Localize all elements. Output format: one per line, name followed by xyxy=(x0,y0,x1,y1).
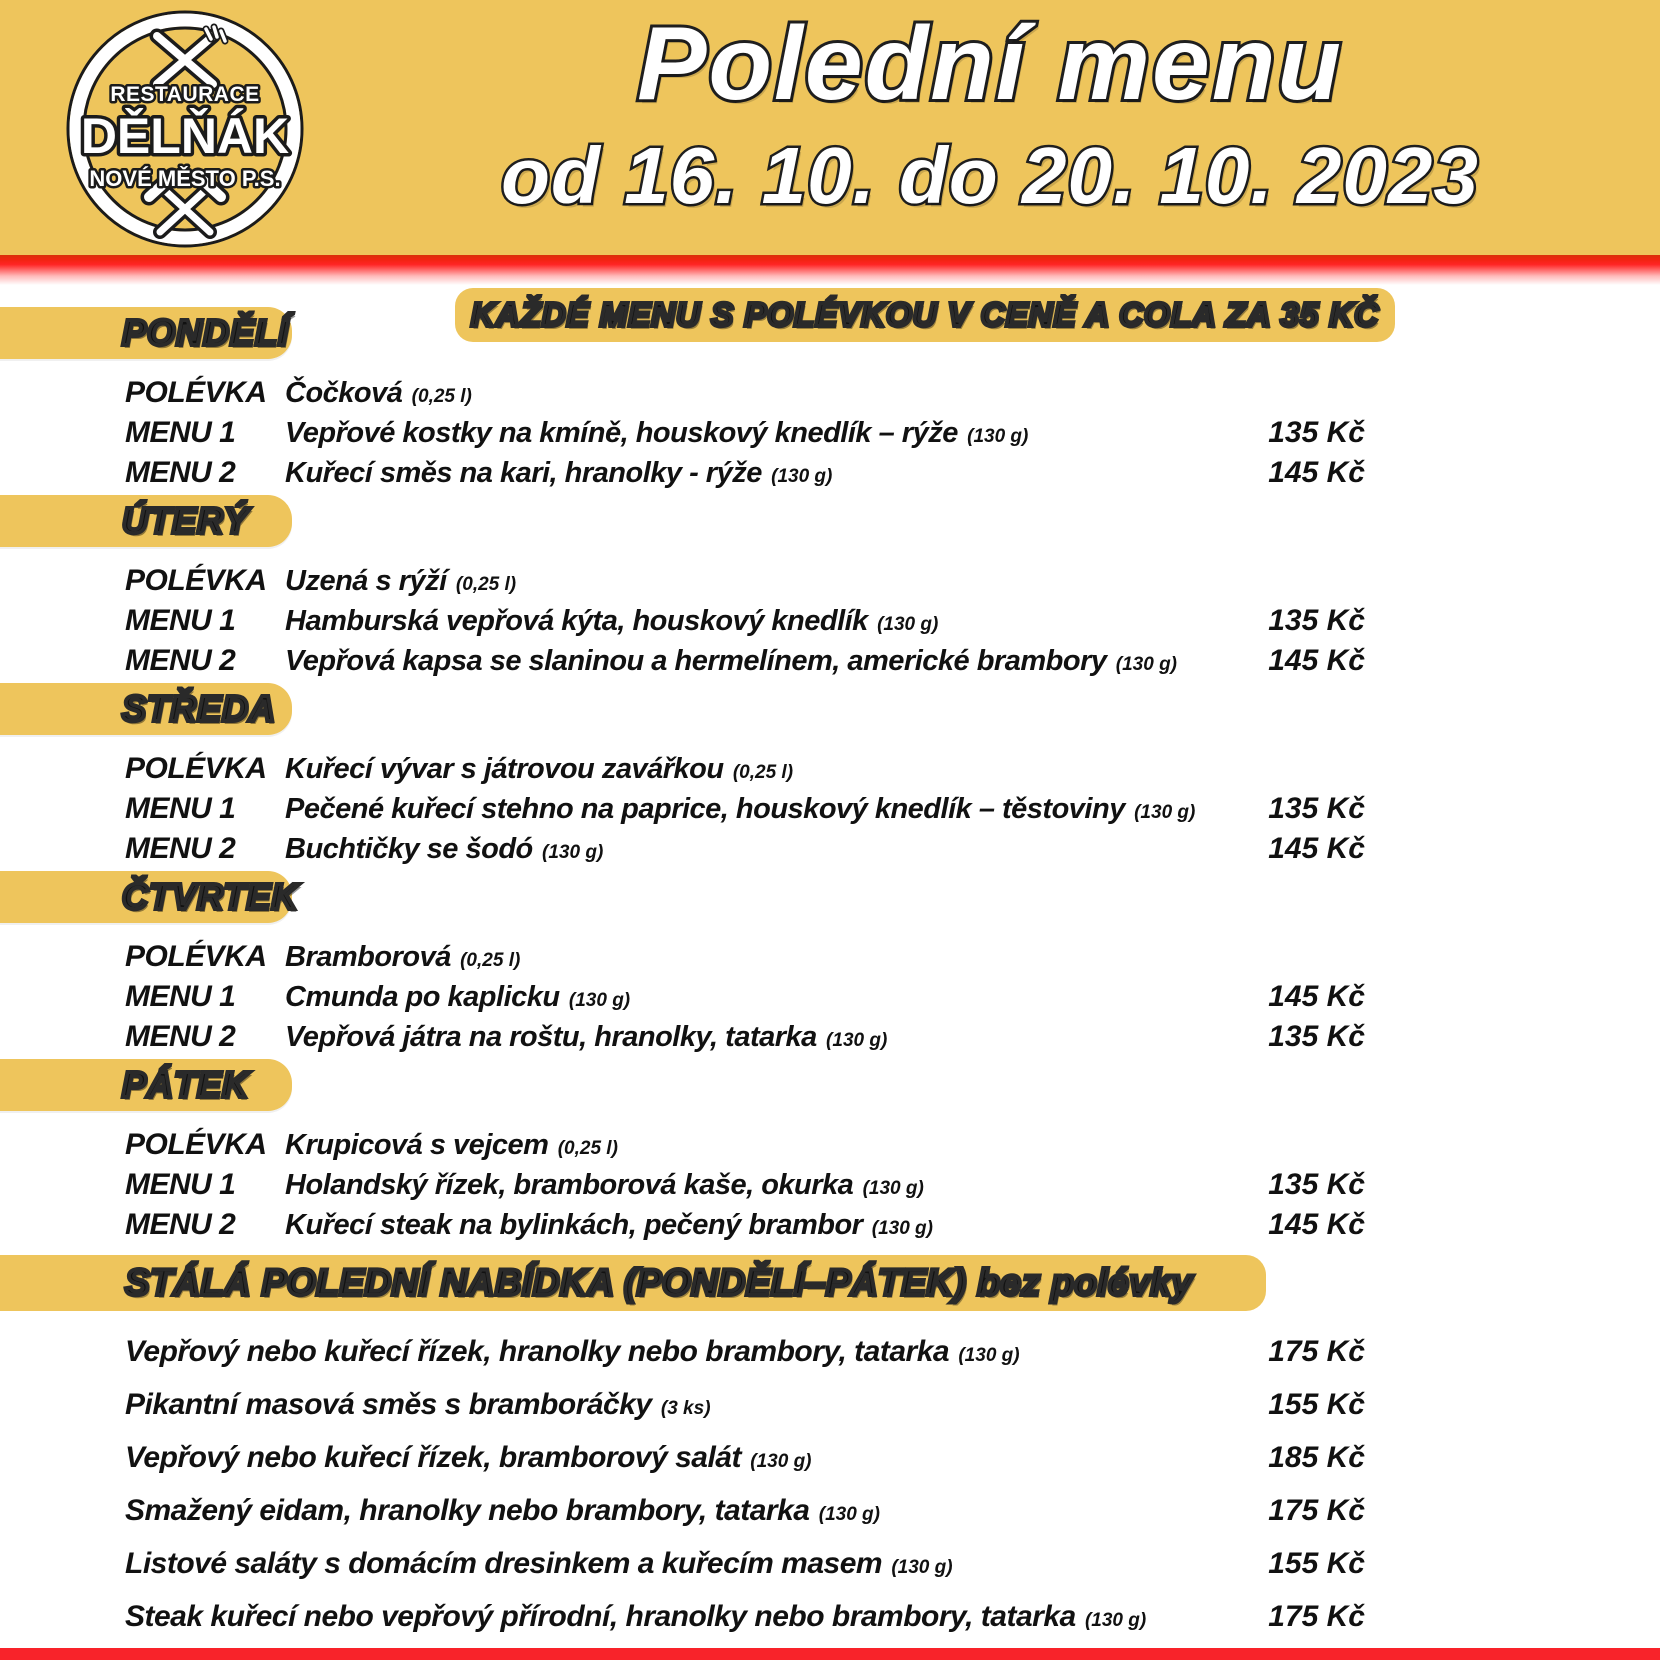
day-pill-label: PONDĚLÍ xyxy=(122,312,290,353)
price-text: 175 Kč xyxy=(1268,1494,1365,1527)
standing-offer-banner xyxy=(0,1255,1266,1311)
menu-row xyxy=(0,413,1660,453)
day-pill-label: PÁTEK xyxy=(122,1064,250,1105)
day-rows xyxy=(0,373,1660,493)
menu-row xyxy=(0,561,1660,601)
dish-text: Steak kuřecí nebo vepřový přírodní, hranolky nebo brambory, tatarka (130 g) xyxy=(125,1600,1147,1633)
row-label: POLÉVKA xyxy=(125,376,267,409)
day-rows xyxy=(0,561,1660,681)
logo-restaurace-text: RESTAURACE xyxy=(110,83,260,106)
price-text: 135 Kč xyxy=(1268,1020,1365,1053)
menu-row xyxy=(0,1165,1660,1205)
dish-text: Čočková (0,25 l) xyxy=(285,377,472,409)
row-label: POLÉVKA xyxy=(125,940,267,973)
dish-text: Kuřecí směs na kari, hranolky - rýže (130 g) xyxy=(285,457,833,489)
menu-row xyxy=(0,373,1660,413)
day-pill-label: ČTVRTEK xyxy=(122,876,299,917)
standing-offer-row xyxy=(0,1590,1660,1643)
promo-banner-text: KAŽDÉ MENU S POLÉVKOU V CENĚ A COLA ZA 35 KČ xyxy=(470,296,1380,333)
row-label: MENU 2 xyxy=(125,456,236,489)
day-section xyxy=(0,681,1660,869)
dish-text: Hamburská vepřová kýta, houskový knedlík (130 g) xyxy=(285,605,939,637)
portion-note: (130 g) xyxy=(961,426,1029,447)
page-title: Polední menu xyxy=(637,6,1343,122)
bottom-red-stripe xyxy=(0,1648,1660,1660)
price-text: 175 Kč xyxy=(1268,1335,1365,1368)
row-label: MENU 1 xyxy=(125,792,236,825)
price-text: 145 Kč xyxy=(1268,1208,1365,1241)
day-pill xyxy=(0,683,292,735)
day-rows xyxy=(0,937,1660,1057)
price-text: 155 Kč xyxy=(1268,1547,1365,1580)
price-text: 155 Kč xyxy=(1268,1388,1365,1421)
price-text: 175 Kč xyxy=(1268,1600,1365,1633)
menu-row xyxy=(0,977,1660,1017)
restaurant-logo xyxy=(62,6,308,252)
row-label: POLÉVKA xyxy=(125,564,267,597)
menu-row xyxy=(0,789,1660,829)
portion-note: (0,25 l) xyxy=(406,386,472,407)
dish-text: Cmunda po kaplicku (130 g) xyxy=(285,981,631,1013)
logo-delnak-text: DĚLŇÁK xyxy=(80,108,290,164)
menu-row xyxy=(0,1017,1660,1057)
row-label: MENU 1 xyxy=(125,1168,236,1201)
standing-offer-heading: STÁLÁ POLEDNÍ NABÍDKA (PONDĚLÍ–PÁTEK) bez polévky xyxy=(125,1262,1193,1303)
price-text: 145 Kč xyxy=(1268,980,1365,1013)
portion-note: (3 ks) xyxy=(655,1398,711,1419)
dish-text: Kuřecí vývar s játrovou zavářkou (0,25 l) xyxy=(285,753,794,785)
portion-note: (130 g) xyxy=(1128,802,1196,823)
portion-note: (130 g) xyxy=(1079,1610,1147,1631)
dish-text: Listové saláty s domácím dresinkem a kuřecím masem (130 g) xyxy=(125,1547,953,1580)
portion-note: (130 g) xyxy=(765,466,833,487)
day-pill xyxy=(0,1059,292,1111)
portion-note: (130 g) xyxy=(813,1504,880,1525)
menu-content xyxy=(0,285,1660,1643)
dish-text: Vepřový nebo kuřecí řízek, hranolky nebo brambory, tatarka (130 g) xyxy=(125,1335,1020,1368)
day-rows xyxy=(0,1125,1660,1245)
standing-offer-items xyxy=(0,1325,1660,1643)
date-range-subtitle: od 16. 10. do 20. 10. 2023 xyxy=(501,131,1479,220)
dish-text: Vepřová játra na roštu, hranolky, tatarka (130 g) xyxy=(285,1021,888,1053)
menu-row xyxy=(0,453,1660,493)
row-label: MENU 2 xyxy=(125,644,236,677)
row-label: POLÉVKA xyxy=(125,1128,267,1161)
portion-note: (0,25 l) xyxy=(454,950,521,971)
day-pill-label: STŘEDA xyxy=(122,688,277,729)
price-text: 135 Kč xyxy=(1268,792,1365,825)
day-section xyxy=(0,869,1660,1057)
portion-note: (130 g) xyxy=(820,1030,888,1051)
header xyxy=(0,0,1660,255)
portion-note: (130 g) xyxy=(866,1218,933,1239)
dish-text: Vepřový nebo kuřecí řízek, bramborový salát (130 g) xyxy=(125,1441,812,1474)
day-pill xyxy=(0,307,292,359)
header-titles xyxy=(330,0,1650,255)
menu-row xyxy=(0,641,1660,681)
price-text: 135 Kč xyxy=(1268,1168,1365,1201)
day-rows xyxy=(0,749,1660,869)
menu-row xyxy=(0,1125,1660,1165)
standing-offer-row xyxy=(0,1325,1660,1378)
row-label: MENU 1 xyxy=(125,980,236,1013)
standing-offer-row xyxy=(0,1431,1660,1484)
dish-text: Pikantní masová směs s bramboráčky (3 ks) xyxy=(125,1388,711,1421)
price-text: 145 Kč xyxy=(1268,832,1365,865)
menu-row xyxy=(0,829,1660,869)
portion-note: (130 g) xyxy=(536,842,604,863)
portion-note: (130 g) xyxy=(857,1178,924,1199)
logo-novemesto-text: NOVÉ MĚSTO P.S. xyxy=(89,166,281,191)
dish-text: Smažený eidam, hranolky nebo brambory, tatarka (130 g) xyxy=(125,1494,880,1527)
portion-note: (0,25 l) xyxy=(450,574,517,595)
day-pill xyxy=(0,871,299,923)
menu-row xyxy=(0,937,1660,977)
price-text: 135 Kč xyxy=(1268,416,1365,449)
dish-text: Bramborová (0,25 l) xyxy=(285,941,521,973)
dish-text: Krupicová s vejcem (0,25 l) xyxy=(285,1129,618,1161)
menu-row xyxy=(0,749,1660,789)
portion-note: (130 g) xyxy=(744,1451,812,1472)
row-label: MENU 2 xyxy=(125,832,236,865)
row-label: POLÉVKA xyxy=(125,752,267,785)
dish-text: Pečené kuřecí stehno na paprice, houskový knedlík – těstoviny (130 g) xyxy=(285,793,1196,825)
dish-text: Buchtičky se šodó (130 g) xyxy=(285,833,604,865)
day-section xyxy=(0,1057,1660,1245)
price-text: 135 Kč xyxy=(1268,604,1365,637)
price-text: 185 Kč xyxy=(1268,1441,1365,1474)
standing-offer-row xyxy=(0,1484,1660,1537)
dish-text: Holandský řízek, bramborová kaše, okurka (130 g) xyxy=(285,1169,924,1201)
menu-row xyxy=(0,601,1660,641)
dish-text: Kuřecí steak na bylinkách, pečený brambor (130 g) xyxy=(285,1209,933,1241)
portion-note: (130 g) xyxy=(953,1345,1020,1366)
portion-note: (0,25 l) xyxy=(727,762,794,783)
portion-note: (130 g) xyxy=(871,614,939,635)
row-label: MENU 2 xyxy=(125,1020,236,1053)
standing-offer-row xyxy=(0,1378,1660,1431)
portion-note: (130 g) xyxy=(1110,654,1178,675)
dish-text: Uzená s rýží (0,25 l) xyxy=(285,565,517,597)
row-label: MENU 1 xyxy=(125,416,236,449)
price-text: 145 Kč xyxy=(1268,644,1365,677)
dish-text: Vepřová kapsa se slaninou a hermelínem, americké brambory (130 g) xyxy=(285,645,1178,677)
portion-note: (130 g) xyxy=(563,990,631,1011)
portion-note: (130 g) xyxy=(886,1557,953,1578)
standing-offer-row xyxy=(0,1537,1660,1590)
day-section xyxy=(0,493,1660,681)
day-sections xyxy=(0,285,1660,1245)
row-label: MENU 2 xyxy=(125,1208,236,1241)
row-label: MENU 1 xyxy=(125,604,236,637)
red-divider-stripe xyxy=(0,255,1660,285)
portion-note: (0,25 l) xyxy=(552,1138,618,1159)
dish-text: Vepřové kostky na kmíně, houskový knedlík – rýže (130 g) xyxy=(285,417,1029,449)
day-pill-label: ÚTERÝ xyxy=(122,500,250,541)
price-text: 145 Kč xyxy=(1268,456,1365,489)
day-pill xyxy=(0,495,292,547)
promo-banner xyxy=(455,288,1395,342)
menu-row xyxy=(0,1205,1660,1245)
